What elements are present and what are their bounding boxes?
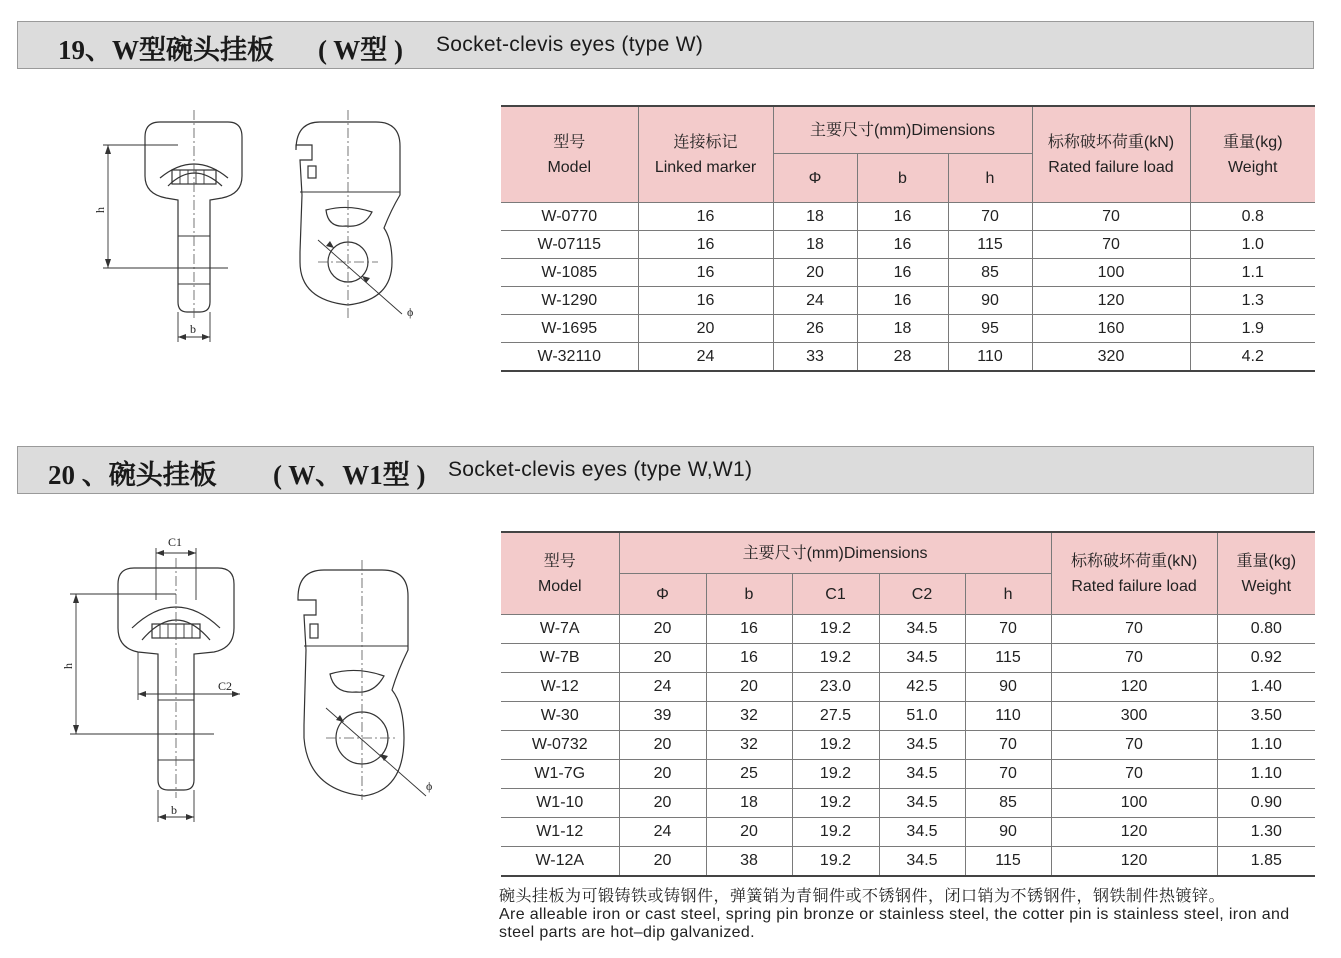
cell-b: 32 [706, 702, 792, 731]
header-load-zh: 标称破坏荷重(kN) [1047, 133, 1175, 151]
dim-c2-label: C2 [218, 679, 233, 693]
cell-model: W-1290 [501, 287, 638, 315]
header-phi: Φ [773, 154, 857, 203]
header-weight [1190, 106, 1315, 203]
cell-phi: 26 [773, 315, 857, 343]
material-note-en: Are alleable iron or cast steel, spring pin bronze or stainless steel, the cotter pin is stainless steel, iron and steel parts are hot–dip galvanized. [499, 906, 1290, 941]
header-rated-load [1032, 106, 1190, 203]
cell-phi: 20 [773, 259, 857, 287]
cell-h: 70 [948, 203, 1032, 231]
cell-marker: 24 [638, 343, 773, 372]
dim-c1-label: C1 [168, 535, 183, 549]
cell-marker: 16 [638, 287, 773, 315]
cell-model: W-7B [501, 644, 619, 673]
cell-phi: 24 [619, 818, 706, 847]
dim-phi-label: ϕ [426, 779, 433, 793]
header-weight-zh: 重量(kg) [1236, 552, 1297, 570]
material-note-zh: 碗头挂板为可锻铸铁或铸钢件，弹簧销为青铜件或不锈钢件，闭口销为不锈钢件，钢铁制件热镀锌。 [499, 888, 1226, 905]
table-row [501, 287, 1315, 315]
cell-h: 115 [965, 644, 1051, 673]
cell-weight: 1.1 [1190, 259, 1315, 287]
cell-h: 70 [965, 731, 1051, 760]
cell-c2: 34.5 [879, 789, 965, 818]
cell-h: 110 [948, 343, 1032, 372]
dim-h-label: h [61, 663, 75, 669]
cell-h: 110 [965, 702, 1051, 731]
cell-phi: 24 [619, 673, 706, 702]
cell-phi: 33 [773, 343, 857, 372]
cell-phi: 20 [619, 760, 706, 789]
cell-weight: 1.40 [1217, 673, 1315, 702]
cell-weight: 3.50 [1217, 702, 1315, 731]
dim-b-label: b [171, 803, 177, 817]
header-load-zh: 标称破坏荷重(kN) [1070, 552, 1198, 570]
cell-weight: 0.90 [1217, 789, 1315, 818]
cell-b: 16 [706, 644, 792, 673]
table-row [501, 760, 1315, 789]
header-weight-en: Weight [1241, 577, 1292, 595]
cell-weight: 1.9 [1190, 315, 1315, 343]
cell-model: W1-12 [501, 818, 619, 847]
header-rated-load [1051, 532, 1217, 615]
table-body [501, 203, 1315, 372]
header-load-en: Rated failure load [1048, 158, 1174, 176]
cell-weight: 0.8 [1190, 203, 1315, 231]
cell-c2: 34.5 [879, 644, 965, 673]
header-b: b [706, 574, 792, 615]
section-20-drawing [0, 0, 500, 880]
cell-phi: 20 [619, 731, 706, 760]
cell-c2: 42.5 [879, 673, 965, 702]
header-weight-zh: 重量(kg) [1222, 133, 1283, 151]
cell-b: 18 [857, 315, 948, 343]
cell-c2: 34.5 [879, 615, 965, 644]
cell-b: 16 [857, 287, 948, 315]
section-19-number: 19、W型碗头挂板 [58, 35, 274, 65]
cell-c1: 19.2 [792, 818, 879, 847]
table-row [501, 702, 1315, 731]
cell-phi: 20 [619, 847, 706, 877]
cell-phi: 20 [619, 615, 706, 644]
cell-model: W-1695 [501, 315, 638, 343]
cell-marker: 16 [638, 231, 773, 259]
cell-load: 160 [1032, 315, 1190, 343]
table-row [501, 731, 1315, 760]
cell-load: 70 [1051, 760, 1217, 789]
table-row [501, 343, 1315, 372]
cell-phi: 18 [773, 231, 857, 259]
header-c2: C2 [879, 574, 965, 615]
header-marker-en: Linked marker [654, 158, 757, 176]
cell-weight: 4.2 [1190, 343, 1315, 372]
table-row [501, 673, 1315, 702]
cell-weight: 1.3 [1190, 287, 1315, 315]
cell-h: 85 [965, 789, 1051, 818]
cell-b: 18 [706, 789, 792, 818]
table-row [501, 231, 1315, 259]
cell-model: W-0732 [501, 731, 619, 760]
cell-c1: 19.2 [792, 847, 879, 877]
cell-model: W-7A [501, 615, 619, 644]
cell-c1: 23.0 [792, 673, 879, 702]
cell-load: 70 [1051, 731, 1217, 760]
cell-c1: 27.5 [792, 702, 879, 731]
cell-load: 70 [1032, 203, 1190, 231]
cell-h: 95 [948, 315, 1032, 343]
cell-phi: 24 [773, 287, 857, 315]
header-h: h [948, 154, 1032, 203]
front-view-w-w1 [61, 535, 240, 822]
table-row [501, 818, 1315, 847]
cell-phi: 39 [619, 702, 706, 731]
cell-c2: 34.5 [879, 847, 965, 877]
material-note [499, 888, 1324, 942]
table-row [501, 789, 1315, 818]
cell-model: W1-7G [501, 760, 619, 789]
table-row [501, 644, 1315, 673]
spec-table-type-w [501, 105, 1315, 372]
cell-model: W-1085 [501, 259, 638, 287]
cell-b: 32 [706, 731, 792, 760]
cell-c1: 19.2 [792, 615, 879, 644]
table-row [501, 847, 1315, 877]
cell-h: 70 [965, 615, 1051, 644]
cell-h: 90 [965, 818, 1051, 847]
dim-b-label: b [190, 322, 196, 336]
cell-b: 20 [706, 818, 792, 847]
cell-marker: 16 [638, 259, 773, 287]
cell-weight: 1.0 [1190, 231, 1315, 259]
header-model-zh: 型号 [553, 133, 586, 151]
cell-c1: 19.2 [792, 644, 879, 673]
cell-model: W1-10 [501, 789, 619, 818]
cell-weight: 1.10 [1217, 731, 1315, 760]
cell-load: 120 [1032, 287, 1190, 315]
dim-h-label: h [93, 207, 107, 213]
header-model [501, 532, 619, 615]
cell-c1: 19.2 [792, 731, 879, 760]
header-b: b [857, 154, 948, 203]
header-model-zh: 型号 [543, 552, 576, 570]
table-row [501, 315, 1315, 343]
cell-model: W-30 [501, 702, 619, 731]
cell-load: 70 [1051, 615, 1217, 644]
section-19-type: ( W型 ) [318, 35, 403, 65]
header-model-en: Model [547, 158, 592, 176]
side-view-w-w1 [298, 560, 432, 800]
cell-phi: 20 [619, 789, 706, 818]
cell-h: 115 [965, 847, 1051, 877]
section-20-number: 20 、碗头挂板 [48, 460, 217, 490]
cell-load: 320 [1032, 343, 1190, 372]
spec-table-type-w-w1 [501, 531, 1315, 877]
cell-c2: 34.5 [879, 731, 965, 760]
cell-b: 16 [857, 259, 948, 287]
section-19-title-en: Socket-clevis eyes (type W) [436, 33, 704, 56]
cell-c2: 34.5 [879, 818, 965, 847]
cell-b: 20 [706, 673, 792, 702]
header-load-en: Rated failure load [1071, 577, 1197, 595]
cell-h: 90 [965, 673, 1051, 702]
cell-c2: 34.5 [879, 760, 965, 789]
section-20-title-en: Socket-clevis eyes (type W,W1) [448, 458, 753, 481]
header-model-en: Model [537, 577, 582, 595]
cell-load: 120 [1051, 673, 1217, 702]
section-20-type: ( W、W1型 ) [273, 460, 426, 490]
cell-h: 115 [948, 231, 1032, 259]
cell-b: 16 [857, 231, 948, 259]
cell-b: 16 [706, 615, 792, 644]
cell-c1: 19.2 [792, 789, 879, 818]
dim-phi-label: ϕ [407, 305, 414, 319]
cell-weight: 0.92 [1217, 644, 1315, 673]
cell-model: W-0770 [501, 203, 638, 231]
cell-load: 70 [1032, 231, 1190, 259]
cell-load: 100 [1032, 259, 1190, 287]
table-row [501, 259, 1315, 287]
cell-load: 300 [1051, 702, 1217, 731]
header-dimensions: 主要尺寸(mm)Dimensions [773, 106, 1032, 154]
cell-weight: 1.85 [1217, 847, 1315, 877]
header-phi: Φ [619, 574, 706, 615]
cell-phi: 20 [619, 644, 706, 673]
header-h: h [965, 574, 1051, 615]
header-dimensions: 主要尺寸(mm)Dimensions [619, 532, 1051, 574]
header-weight-en: Weight [1227, 158, 1278, 176]
cell-model: W-32110 [501, 343, 638, 372]
header-linked-marker [638, 106, 773, 203]
cell-weight: 1.30 [1217, 818, 1315, 847]
cell-weight: 0.80 [1217, 615, 1315, 644]
header-model [501, 106, 638, 203]
header-marker-zh: 连接标记 [673, 133, 738, 151]
table-row [501, 203, 1315, 231]
header-c1: C1 [792, 574, 879, 615]
cell-load: 70 [1051, 644, 1217, 673]
cell-marker: 20 [638, 315, 773, 343]
cell-b: 28 [857, 343, 948, 372]
cell-b: 38 [706, 847, 792, 877]
cell-load: 120 [1051, 847, 1217, 877]
cell-weight: 1.10 [1217, 760, 1315, 789]
cell-h: 90 [948, 287, 1032, 315]
cell-b: 16 [857, 203, 948, 231]
cell-phi: 18 [773, 203, 857, 231]
header-weight [1217, 532, 1315, 615]
cell-c2: 51.0 [879, 702, 965, 731]
cell-h: 70 [965, 760, 1051, 789]
cell-marker: 16 [638, 203, 773, 231]
table-row [501, 615, 1315, 644]
cell-model: W-07115 [501, 231, 638, 259]
cell-model: W-12 [501, 673, 619, 702]
cell-b: 25 [706, 760, 792, 789]
table-body [501, 615, 1315, 877]
cell-load: 120 [1051, 818, 1217, 847]
cell-load: 100 [1051, 789, 1217, 818]
cell-c1: 19.2 [792, 760, 879, 789]
cell-h: 85 [948, 259, 1032, 287]
cell-model: W-12A [501, 847, 619, 877]
